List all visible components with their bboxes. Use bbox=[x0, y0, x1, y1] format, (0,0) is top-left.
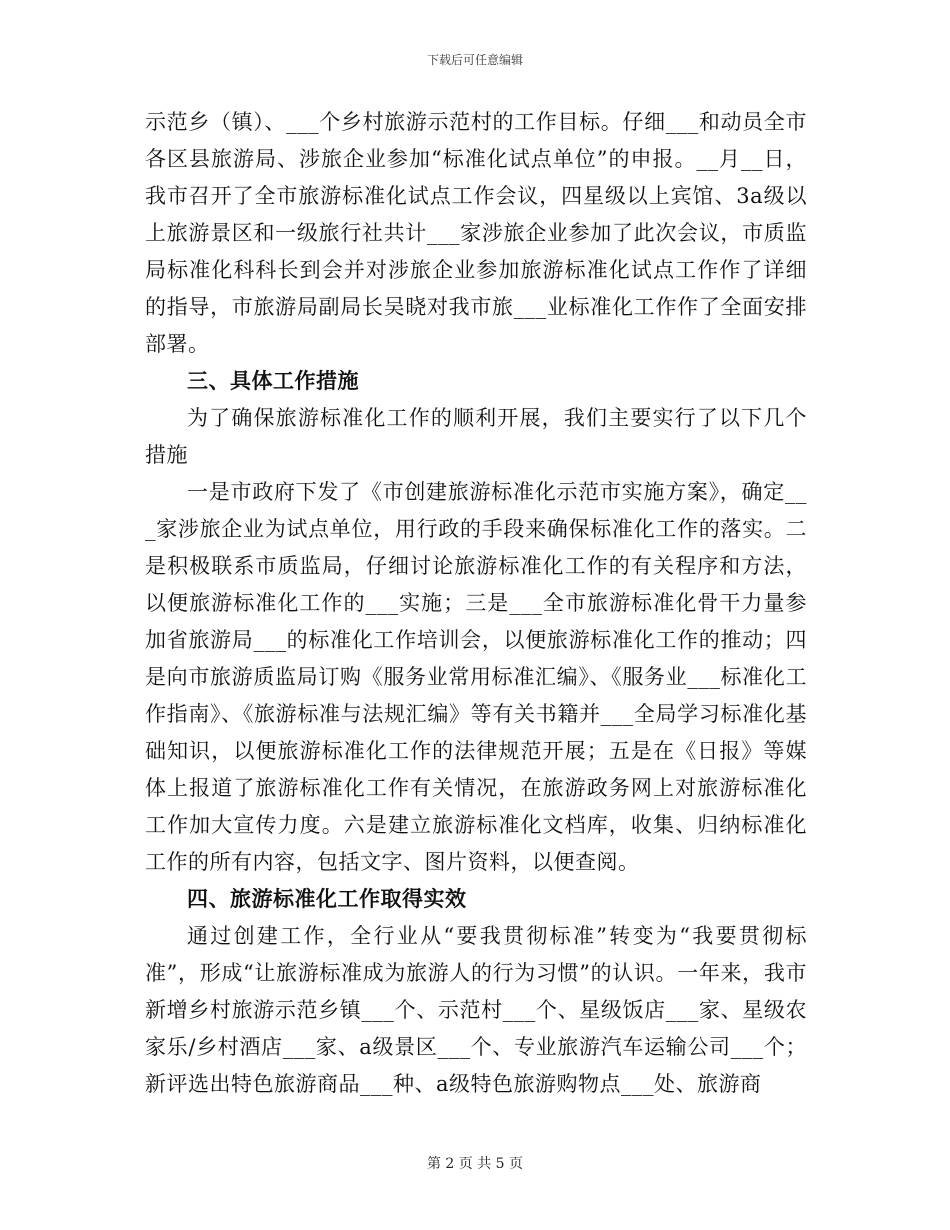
paragraph-measures-list: 一是市政府下发了《市创建旅游标准化示范市实施方案》，确定___家涉旅企业为试点单位，用行政的手段来确保标准化工作的落实。二是积极联系市质监局，仔细讨论旅游标准化工作的有关程序和方法，以便旅游标准化工作的___实施；三是___全市旅游标准化骨干力量参加省旅游局___的标准化工作培训会，以便旅游标准化工作的推动；四是向市旅游质监局订购《服务业常用标准汇编》、《服务业___标准化工作指南》、《旅游标准与法规汇编》等有关书籍并___全局学习标准化基础知识，以便旅游标准化工作的法律规范开展；五是在《日报》等媒体上报道了旅游标准化工作有关情况，在旅游政务网上对旅游标准化工作加大宣传力度。六是建立旅游标准化文档库，收集、归纳标准化工作的所有内容，包括文字、图片资料，以便查阅。 bbox=[145, 480, 807, 874]
page-number: 第 2 页 共 5 页 bbox=[426, 1156, 524, 1172]
paragraph-continuation: 示范乡（镇）、___个乡村旅游示范村的工作目标。仔细___和动员全市各区县旅游局、涉旅企业参加“标准化试点单位”的申报。__月__日，我市召开了全市旅游标准化试点工作会议，四星级以上宾馆、3a级以上旅游景区和一级旅行社共计___家涉旅企业参加了此次会议，市质监局标准化科科长到会并对涉旅企业参加旅游标准化试点工作作了详细的指导，市旅游局副局长吴晓对我市旅___业标准化工作作了全面安排部署。 bbox=[145, 110, 807, 356]
section-heading-4: 四、旅游标准化工作取得实效 bbox=[187, 887, 467, 911]
page-header: 下载后可任意编辑 bbox=[426, 53, 523, 67]
paragraph-measures-intro: 为了确保旅游标准化工作的顺利开展，我们主要实行了以下几个措施 bbox=[145, 406, 807, 467]
section-heading-3: 三、具体工作措施 bbox=[187, 369, 359, 393]
paragraph-results: 通过创建工作，全行业从“要我贯彻标准”转变为“我要贯彻标准”，形成“让旅游标准成为旅游人的行为习惯”的认识。一年来，我市新增乡村旅游示范乡镇___个、示范村___个、星级饭店___家、星级农家乐/乡村酒店___家、a级景区___个、专业旅游汽车运输公司___个；新评选出特色旅游商品___种、a级特色旅游购物点___处、旅游商 bbox=[145, 924, 807, 1096]
document-body bbox=[145, 104, 807, 1103]
